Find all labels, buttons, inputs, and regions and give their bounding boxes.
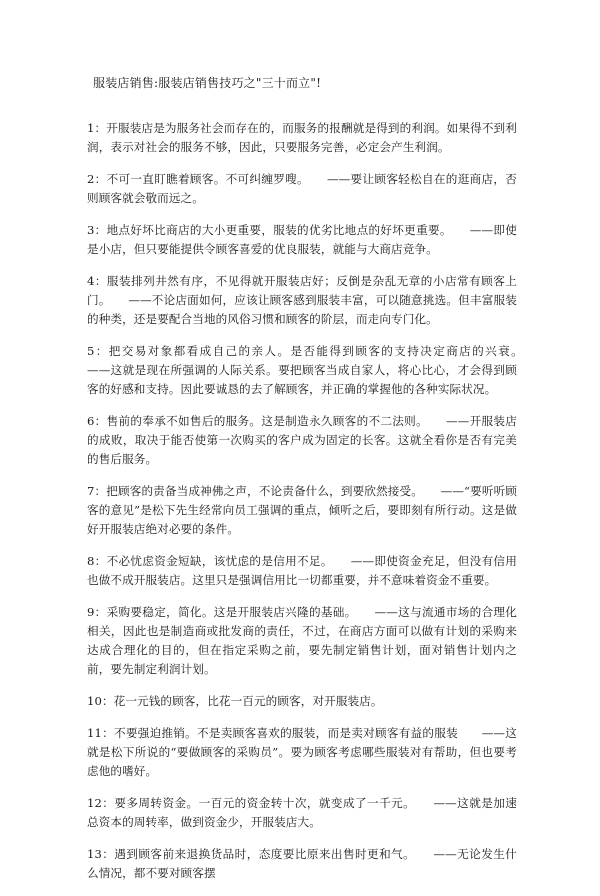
paragraph-12: 12：要多周转资金。一百元的资金转十次，就变成了一千元。 ——这就是加速总资本的周转率，做到资金少，开服装店大。: [87, 796, 517, 829]
paragraph-1: 1：开服装店是为服务社会而存在的，而服务的报酬就是得到的利润。如果得不到利润，表示对社会的服务不够，因此，只要服务完善，必定会产生利润。: [87, 121, 517, 154]
paragraph-7: 7：把顾客的责备当成神佛之声，不论责备什么，到要欣然接受。 ——“要听听顾客的意见”是松下先生经常向员工强调的重点，倾听之后，要即刻有所行动。这是做好开服装店绝对必要的条件。: [87, 484, 517, 536]
paragraph-3: 3：地点好坏比商店的大小更重要，服装的优劣比地点的好坏更重要。 ——即使是小店，但只要能提供令顾客喜爱的优良服装，就能与大商店竞争。: [87, 223, 517, 256]
paragraph-4: 4：服装排列井然有序，不见得就开服装店好；反倒是杂乱无章的小店常有顾客上门。 ——不论店面如何，应该让顾客感到服装丰富，可以随意挑选。但丰富服装的种类，还是要配合当地的风俗习惯和顾客的阶层，而走向专门化。: [87, 274, 517, 326]
paragraph-11: 11：不要强迫推销。不是卖顾客喜欢的服装，而是卖对顾客有益的服装 ——这就是松下所说的“要做顾客的采购员”。要为顾客考虑哪些服装对有帮助，但也要考虑他的嗜好。: [87, 726, 517, 778]
paragraph-8: 8：不必忧虑资金短缺，该忧虑的是信用不足。 ——即使资金充足，但没有信用也做不成开服装店。这里只是强调信用比一切都重要，并不意味着资金不重要。: [87, 554, 517, 587]
paragraph-6: 6：售前的奉承不如售后的服务。这是制造永久顾客的不二法则。 ——开服装店的成败，取决于能否使第一次购买的客户成为固定的长客。这就全看你是否有完美的售后服务。: [87, 414, 517, 466]
paragraph-2: 2：不可一直盯瞧着顾客。不可纠缠罗嗖。 ——要让顾客轻松自在的逛商店，否则顾客就会敬而远之。: [87, 172, 517, 205]
document-title: 服装店销售:服装店销售技巧之"三十而立"!: [93, 76, 322, 90]
paragraph-9: 9：采购要稳定，简化。这是开服装店兴隆的基础。 ——这与流通市场的合理化相关，因此也是制造商或批发商的责任，不过，在商店方面可以做有计划的采购来达成合理化的目的，但在指定采购之前，要先制定销售计划，面对销售计划内之前，要先制定利润计划。: [87, 605, 517, 676]
paragraph-13: 13：遇到顾客前来退换货品时，态度要比原来出售时更和气。 ——无论发生什么情况，都不要对顾客摆: [87, 847, 517, 880]
paragraph-10: 10：花一元钱的顾客，比花一百元的顾客，对开服装店。: [87, 694, 383, 708]
document-body: [87, 119, 541, 896]
paragraph-5: 5：把交易对象都看成自己的亲人。是否能得到顾客的支持决定商店的兴衰。 ——这就是现在所强调的人际关系。要把顾客当成自家人，将心比心，才会得到顾客的好感和支持。因此要诚恳的去了解顾客，并正确的掌握他的各种实际状况。: [87, 344, 541, 396]
